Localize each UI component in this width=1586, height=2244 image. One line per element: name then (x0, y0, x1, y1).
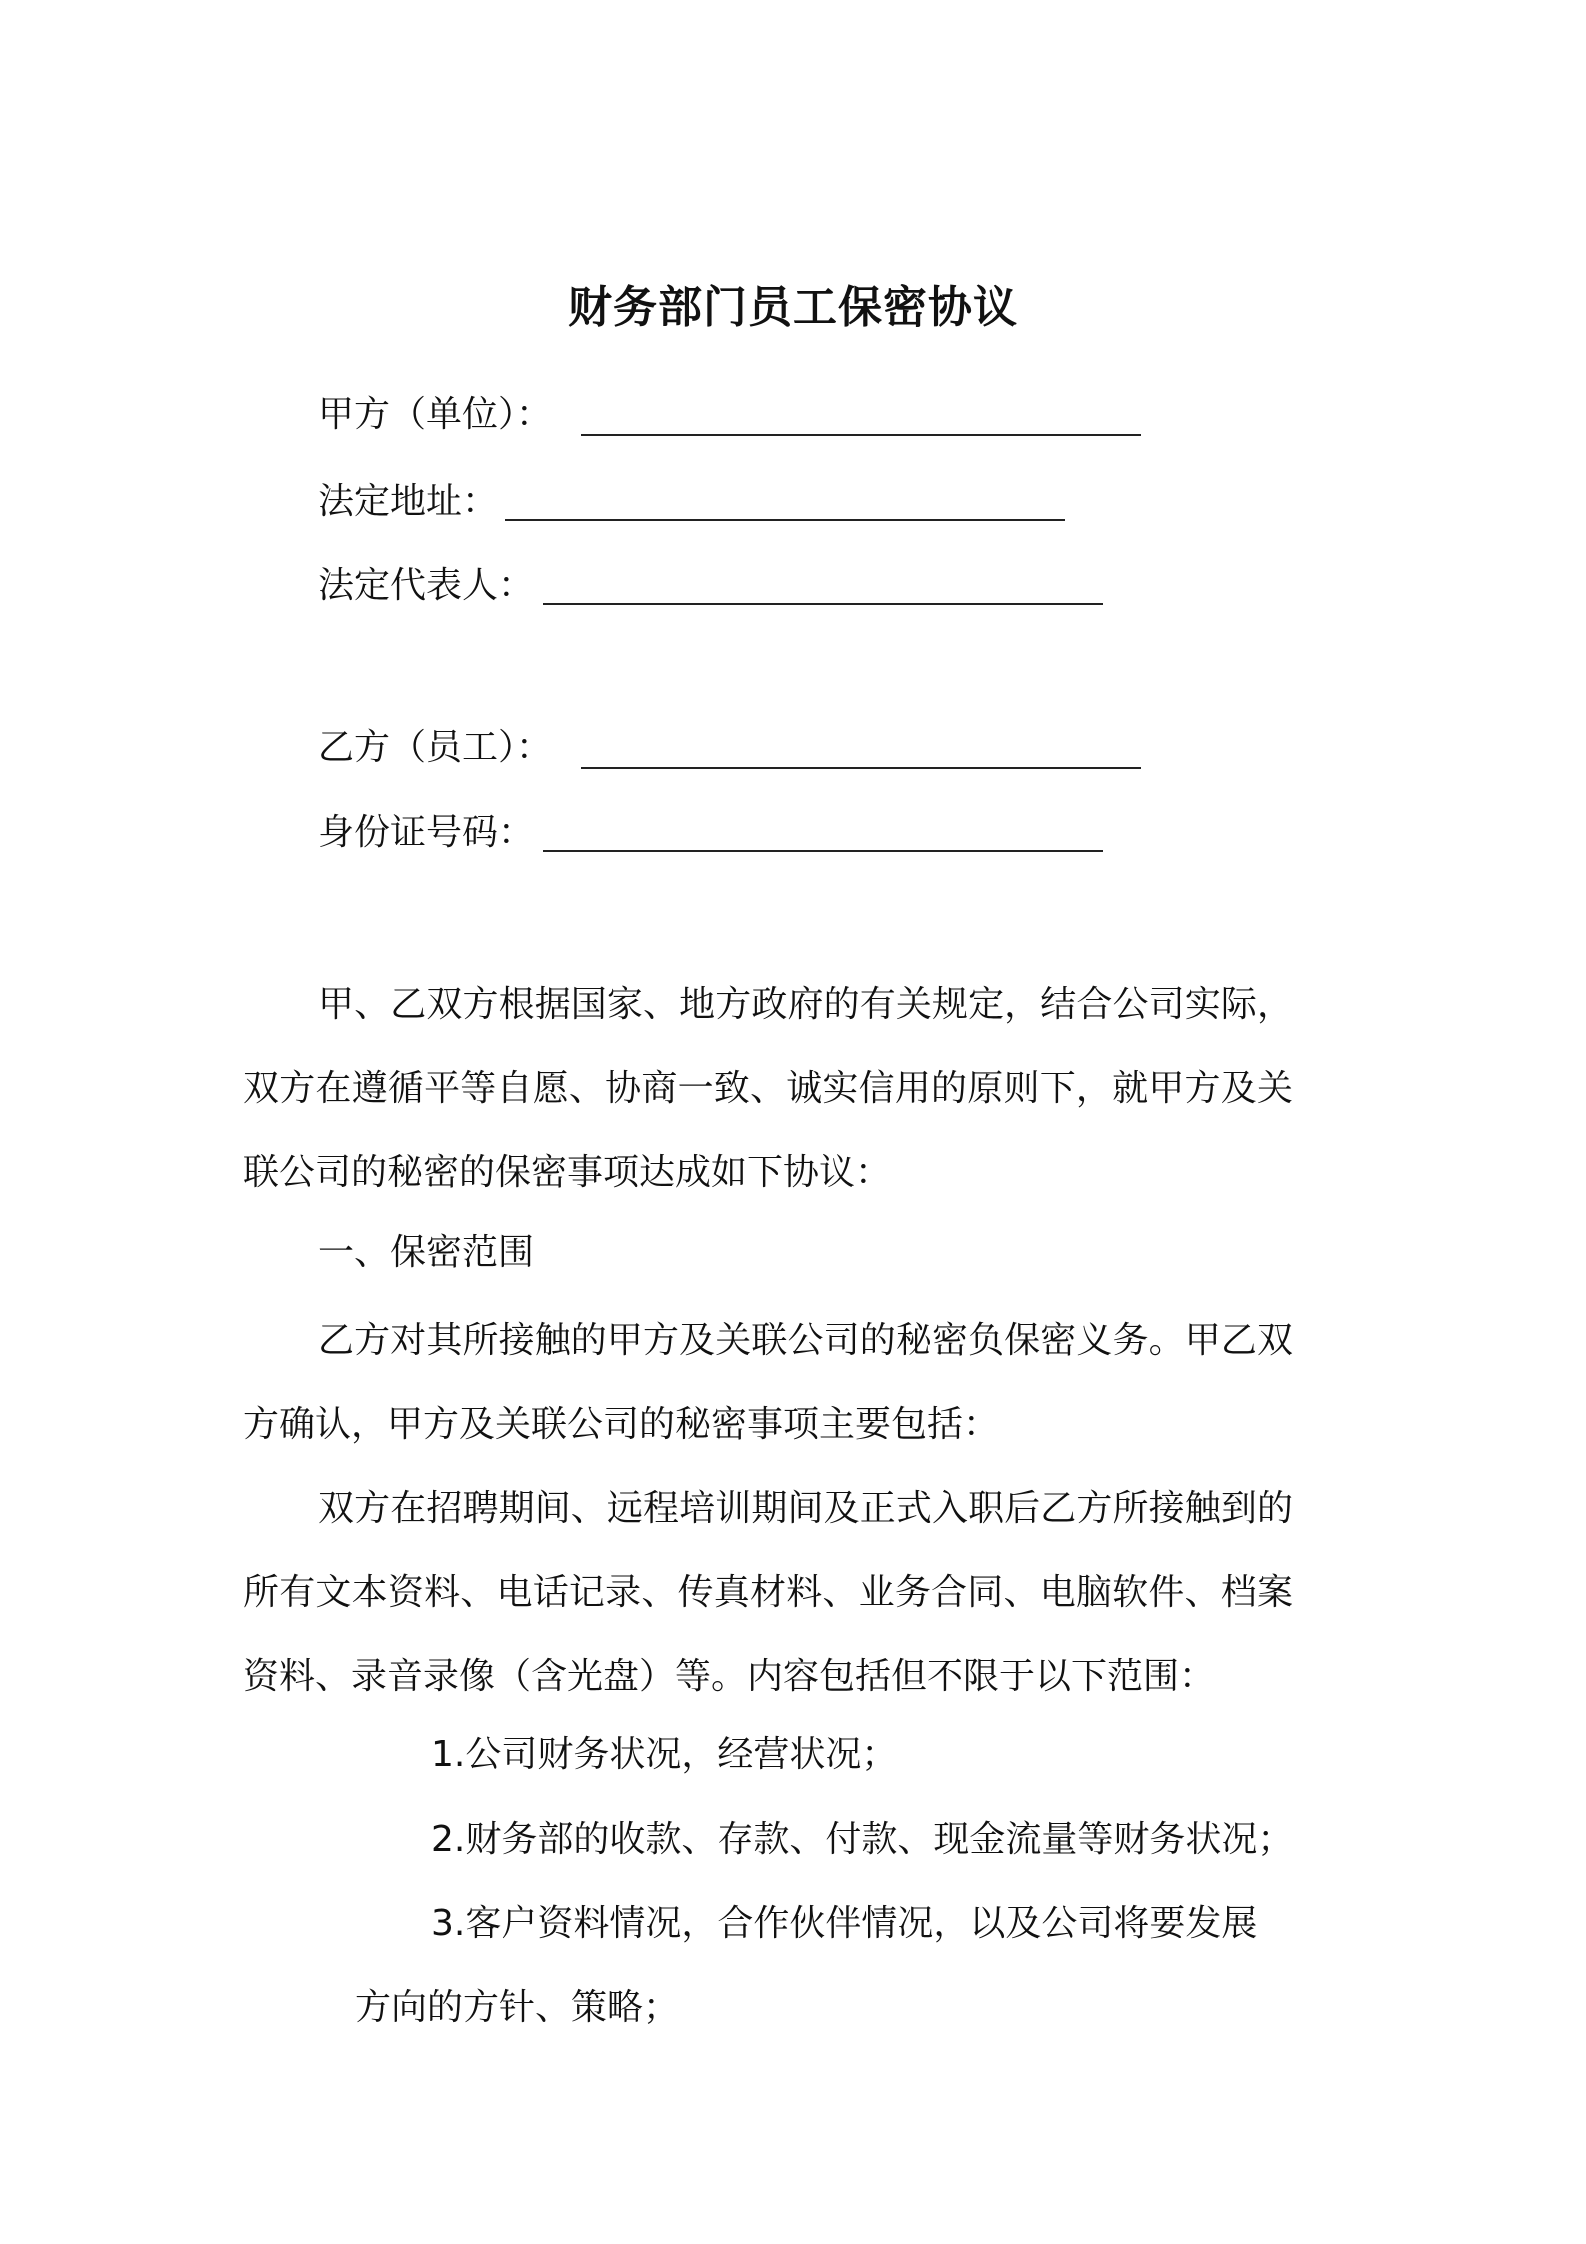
section-heading-confidentiality-scope: 一、保密范围 (318, 1232, 535, 1273)
list-item: 1.公司财务状况，经营状况； (431, 1734, 898, 1775)
party-b-employee-blank-line (581, 767, 1141, 769)
legal-representative-blank-line (543, 603, 1103, 605)
party-a-unit-label: 甲方（单位）： (318, 394, 553, 435)
id-number-field (318, 808, 534, 858)
legal-address-field (318, 477, 498, 527)
party-b-employee-label: 乙方（员工）： (318, 727, 553, 768)
legal-address-blank-line (505, 519, 1065, 521)
legal-representative-label: 法定代表人： (318, 565, 535, 606)
list-item-continuation: 方向的方针、策略； (355, 1987, 680, 2028)
party-b-employee-field (318, 723, 552, 773)
legal-representative-field (318, 561, 534, 611)
document-title: 财务部门员工保密协议 (568, 282, 1018, 333)
intro-paragraph: 甲、乙双方根据国家、地方政府的有关规定，结合公司实际，双方在遵循平等自愿、协商一致、诚实信用的原则下，就甲方及关联公司的秘密的保密事项达成如下协议： (243, 984, 1293, 1193)
list-item: 3.客户资料情况，合作伙伴情况，以及公司将要发展 (431, 1903, 1258, 1944)
legal-address-label: 法定地址： (318, 481, 499, 522)
party-a-unit-blank-line (581, 434, 1141, 436)
id-number-label: 身份证号码： (318, 812, 535, 853)
id-number-blank-line (543, 850, 1103, 852)
party-a-unit-field (318, 390, 552, 440)
section-1-paragraph-2: 双方在招聘期间、远程培训期间及正式入职后乙方所接触到的所有文本资料、电话记录、传真材料、业务合同、电脑软件、档案资料、录音录像（含光盘）等。内容包括但不限于以下范围： (243, 1488, 1293, 1697)
list-item: 2.财务部的收款、存款、付款、现金流量等财务状况； (431, 1819, 1294, 1860)
section-1-paragraph-1: 乙方对其所接触的甲方及关联公司的秘密负保密义务。甲乙双方确认，甲方及关联公司的秘密事项主要包括： (243, 1320, 1293, 1445)
